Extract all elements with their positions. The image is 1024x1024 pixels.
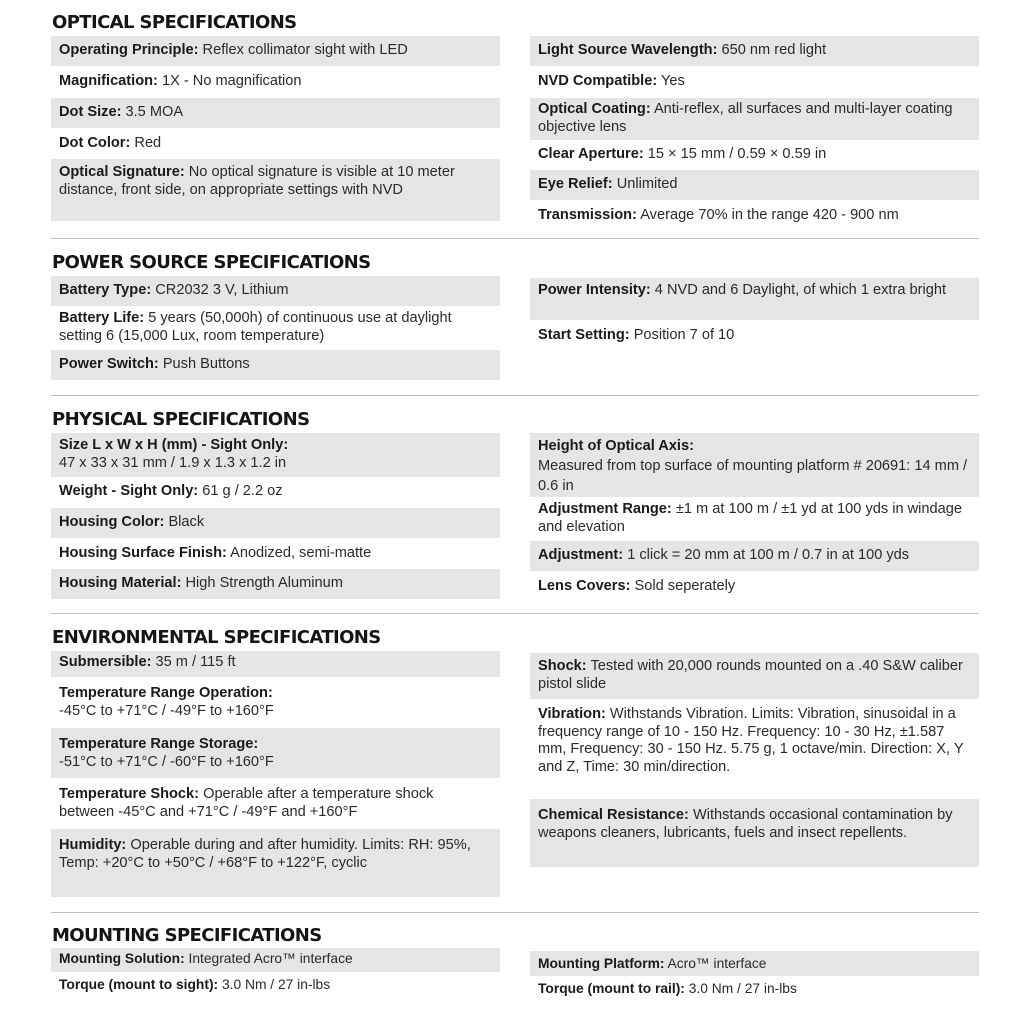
spec-value: -51°C to +71°C / -60°F to +160°F — [59, 753, 274, 770]
spec-label: Housing Surface Finish: — [59, 545, 227, 561]
spec-row-housing-color — [51, 508, 500, 538]
spec-label: Optical Coating: — [538, 101, 651, 117]
spec-row-shock — [530, 653, 979, 699]
spec-row-vibration — [530, 700, 979, 798]
spec-value: Position 7 of 10 — [633, 327, 735, 343]
spec-label: Submersible: — [59, 654, 152, 670]
spec-value: Integrated Acro™ interface — [188, 951, 353, 966]
spec-row-size — [51, 433, 500, 477]
spec-label: Eye Relief: — [538, 176, 613, 192]
spec-label: Humidity: — [59, 837, 127, 853]
spec-label: Power Switch: — [59, 356, 159, 372]
spec-value: Black — [168, 514, 205, 530]
spec-value: Unlimited — [616, 176, 678, 192]
spec-label: Mounting Platform: — [538, 956, 665, 971]
spec-value: Acro™ interface — [667, 956, 767, 971]
spec-row-housing-surface-finish — [51, 539, 500, 569]
section-divider — [51, 613, 979, 614]
spec-label: Torque (mount to rail): — [538, 981, 685, 996]
spec-value: 3.0 Nm / 27 in-lbs — [688, 981, 797, 996]
spec-row-temperature-range-storage — [51, 728, 500, 778]
spec-value: Reflex collimator sight with LED — [202, 42, 408, 58]
spec-row-height-of-optical-axis — [530, 433, 979, 497]
spec-value: Tested with 20,000 rounds mounted on a .40 S&W caliber pistol slide — [538, 658, 963, 692]
spec-label: Adjustment: — [538, 547, 624, 563]
spec-label: Height of Optical Axis: — [538, 438, 694, 454]
spec-value: Red — [134, 135, 162, 151]
spec-row-start-setting — [530, 321, 979, 351]
spec-label: Mounting Solution: — [59, 951, 185, 966]
spec-label: Size L x W x H (mm) - Sight Only: — [59, 437, 289, 453]
spec-row-eye-relief — [530, 170, 979, 200]
spec-label: Temperature Range Storage: — [59, 736, 259, 752]
spec-value: Anodized, semi-matte — [230, 545, 372, 561]
spec-label: Power Intensity: — [538, 282, 651, 298]
spec-row-power-intensity — [530, 278, 979, 320]
spec-label: Shock: — [538, 658, 587, 674]
spec-row-torque-mount-to-sight — [51, 974, 500, 998]
spec-row-temperature-range-operation — [51, 680, 500, 726]
spec-row-weight — [51, 477, 500, 507]
spec-label: Torque (mount to sight): — [59, 977, 219, 992]
spec-label: Adjustment Range: — [538, 501, 672, 517]
spec-label: Dot Color: — [59, 135, 131, 151]
spec-value: 15 × 15 mm / 0.59 × 0.59 in — [647, 146, 827, 162]
spec-row-submersible — [51, 651, 500, 677]
spec-row-housing-material — [51, 569, 500, 599]
spec-row-adjustment-range — [530, 498, 979, 540]
spec-label: Magnification: — [59, 73, 158, 89]
spec-label: Battery Type: — [59, 282, 152, 298]
spec-row-lens-covers — [530, 572, 979, 602]
spec-value: 4 NVD and 6 Daylight, of which 1 extra bright — [654, 282, 946, 298]
spec-value: 3.5 MOA — [125, 104, 184, 120]
spec-row-adjustment — [530, 541, 979, 571]
spec-label: Battery Life: — [59, 310, 145, 326]
spec-value: Operable during and after humidity. Limits: RH: 95%, Temp: +20°C to +50°C / +68°F to +122°F, cyclic — [59, 837, 471, 871]
spec-label: Vibration: — [538, 706, 606, 722]
spec-label: Temperature Shock: — [59, 786, 200, 802]
spec-row-mounting-platform — [530, 951, 979, 976]
spec-row-battery-type — [51, 276, 500, 306]
spec-label: Weight - Sight Only: — [59, 483, 199, 499]
spec-label: Start Setting: — [538, 327, 630, 343]
spec-row-magnification — [51, 67, 500, 97]
section-divider — [51, 238, 979, 239]
spec-value: 5 years (50,000h) of continuous use at daylight setting 6 (15,000 Lux, room temperature) — [59, 310, 452, 344]
spec-row-dot-color — [51, 129, 500, 159]
spec-value: ±1 m at 100 m / ±1 yd at 100 yds in windage and elevation — [538, 501, 963, 535]
spec-value: High Strength Aluminum — [185, 575, 343, 591]
spec-label: Dot Size: — [59, 104, 122, 120]
spec-label: Clear Aperture: — [538, 146, 644, 162]
spec-label: Optical Signature: — [59, 164, 185, 180]
spec-row-operating-principle — [51, 36, 500, 66]
section-divider — [51, 912, 979, 913]
spec-row-transmission — [530, 201, 979, 231]
section-divider — [51, 395, 979, 396]
spec-label: Transmission: — [538, 207, 637, 223]
spec-label: Operating Principle: — [59, 42, 199, 58]
spec-row-optical-coating — [530, 98, 979, 140]
spec-value: CR2032 3 V, Lithium — [155, 282, 289, 298]
section-title-power-source: POWER SOURCE SPECIFICATIONS — [52, 252, 371, 273]
spec-value: 3.0 Nm / 27 in-lbs — [221, 977, 331, 992]
spec-value: Measured from top surface of mounting platform # 20691: 14 mm / 0.6 in — [538, 458, 968, 494]
spec-value: Sold seperately — [634, 578, 736, 594]
spec-value: 61 g / 2.2 oz — [202, 483, 283, 499]
spec-row-chemical-resistance — [530, 799, 979, 867]
section-title-optical: OPTICAL SPECIFICATIONS — [52, 12, 297, 33]
spec-row-nvd-compatible — [530, 67, 979, 97]
spec-row-light-source-wavelength — [530, 36, 979, 66]
spec-row-power-switch — [51, 350, 500, 380]
spec-row-battery-life — [51, 307, 500, 349]
spec-label: Light Source Wavelength: — [538, 42, 718, 58]
spec-row-dot-size — [51, 98, 500, 128]
spec-row-optical-signature — [51, 159, 500, 221]
spec-label: Housing Material: — [59, 575, 182, 591]
spec-value: 1X - No magnification — [161, 73, 302, 89]
spec-value: Average 70% in the range 420 - 900 nm — [640, 207, 899, 223]
spec-value: No optical signature is visible at 10 meter distance, front side, on appropriate settings with NVD — [59, 164, 455, 198]
spec-row-temperature-shock — [51, 780, 500, 828]
spec-value: Withstands Vibration. Limits: Vibration, sinusoidal in a frequency range of 10 - 150 Hz. Frequency: 10 - 30 Hz, ±1.587 mm, Frequency: 30 - 150 Hz. 5.75 g, 1 octave/min. Direction: X, Y and Z, Time: 30 min/direction. — [538, 706, 964, 775]
spec-value: 35 m / 115 ft — [155, 654, 236, 670]
spec-row-mounting-solution — [51, 948, 500, 972]
spec-label: Lens Covers: — [538, 578, 631, 594]
spec-value: -45°C to +71°C / -49°F to +160°F — [59, 702, 274, 719]
spec-row-torque-mount-to-rail — [530, 978, 979, 1002]
spec-label: Chemical Resistance: — [538, 807, 689, 823]
spec-value: Operable after a temperature shock between -45°C and +71°C / -49°F and +160°F — [59, 786, 434, 820]
spec-row-clear-aperture — [530, 141, 979, 169]
spec-row-humidity — [51, 829, 500, 897]
spec-value: 650 nm red light — [721, 42, 827, 58]
spec-value: 1 click = 20 mm at 100 m / 0.7 in at 100 yds — [627, 547, 910, 563]
spec-label: Temperature Range Operation: — [59, 685, 273, 701]
section-title-environmental: ENVIRONMENTAL SPECIFICATIONS — [52, 627, 381, 648]
spec-value: Anti-reflex, all surfaces and multi-layer coating objective lens — [538, 101, 953, 135]
spec-value: Yes — [660, 73, 685, 89]
spec-label: NVD Compatible: — [538, 73, 658, 89]
spec-value: Withstands occasional contamination by weapons cleaners, lubricants, fuels and insect repellents. — [538, 807, 953, 841]
spec-label: Housing Color: — [59, 514, 165, 530]
spec-value: Push Buttons — [162, 356, 250, 372]
section-title-physical: PHYSICAL SPECIFICATIONS — [52, 409, 310, 430]
section-title-mounting: MOUNTING SPECIFICATIONS — [52, 925, 322, 946]
spec-value: 47 x 33 x 31 mm / 1.9 x 1.3 x 1.2 in — [59, 454, 287, 471]
